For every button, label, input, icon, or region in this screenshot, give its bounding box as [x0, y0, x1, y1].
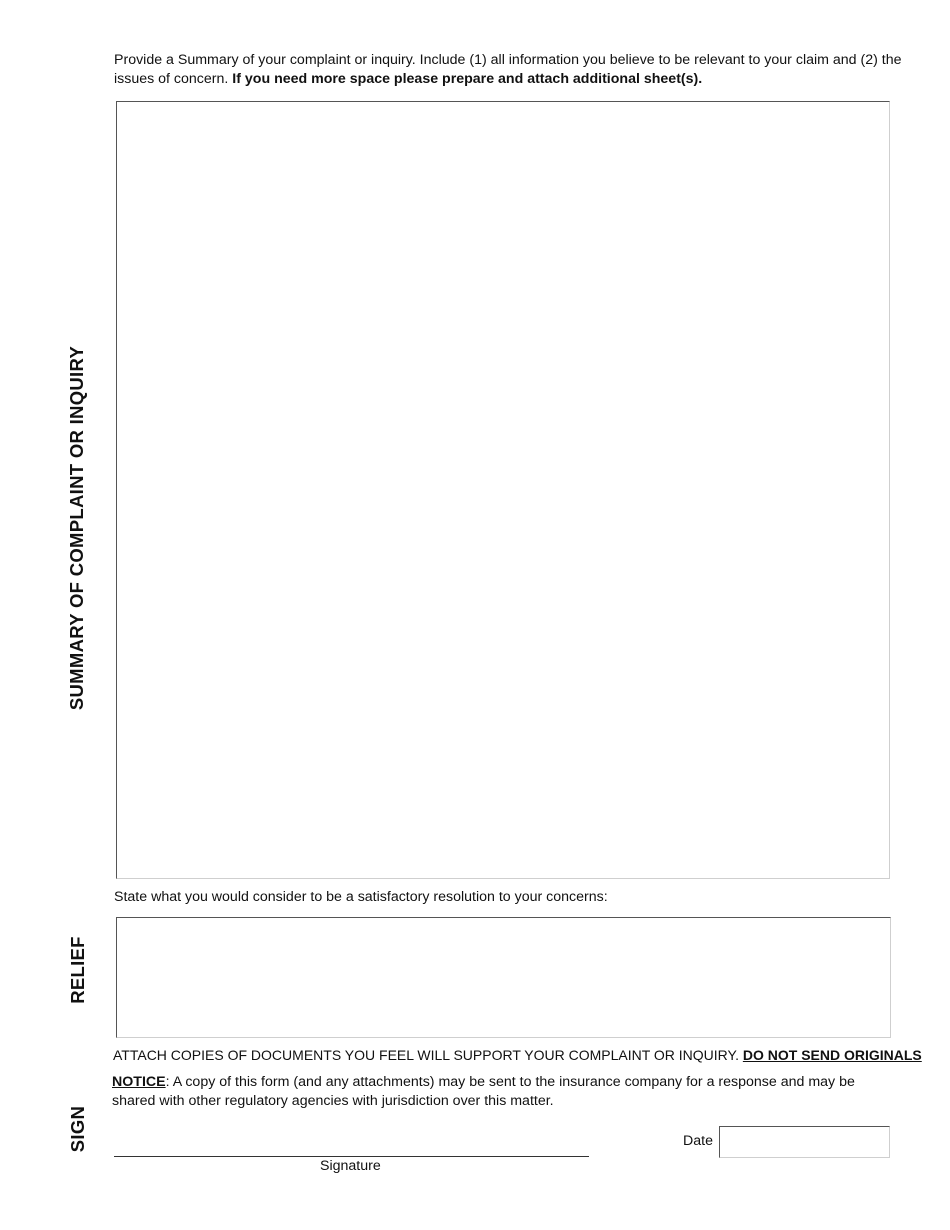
notice-label: NOTICE	[112, 1074, 166, 1090]
summary-instructions-text: Provide a Summary of your complaint or inquiry. Include (1) all information you believe to be relevant to your claim and (2) the issues of concern.	[114, 52, 902, 87]
relief-section-label: RELIEF	[67, 936, 88, 1004]
notice-paragraph	[112, 1073, 902, 1110]
notice-text: : A copy of this form (and any attachments) may be sent to the insurance company for a response and may be shared with other regulatory agencies with jurisdiction over this matter.	[112, 1074, 855, 1109]
relief-textarea[interactable]	[116, 917, 891, 1038]
do-not-send-originals: DO NOT SEND ORIGINALS	[742, 1047, 922, 1063]
signature-line[interactable]	[114, 1156, 589, 1157]
summary-textarea[interactable]	[116, 101, 890, 879]
attach-documents-text: ATTACH COPIES OF DOCUMENTS YOU FEEL WILL SUPPORT YOUR COMPLAINT OR INQUIRY.	[113, 1047, 743, 1063]
summary-instructions	[114, 51, 904, 88]
signature-label: Signature	[320, 1158, 381, 1174]
summary-instructions-bold: If you need more space please prepare and attach additional sheet(s).	[232, 70, 703, 87]
sign-section-label: SIGN	[67, 1105, 88, 1153]
date-field[interactable]	[719, 1126, 890, 1158]
attach-documents-notice	[113, 1047, 922, 1063]
summary-section-label: SUMMARY OF COMPLAINT OR INQUIRY	[66, 345, 87, 711]
date-label: Date	[683, 1133, 713, 1149]
relief-prompt: State what you would consider to be a satisfactory resolution to your concerns:	[114, 889, 608, 905]
